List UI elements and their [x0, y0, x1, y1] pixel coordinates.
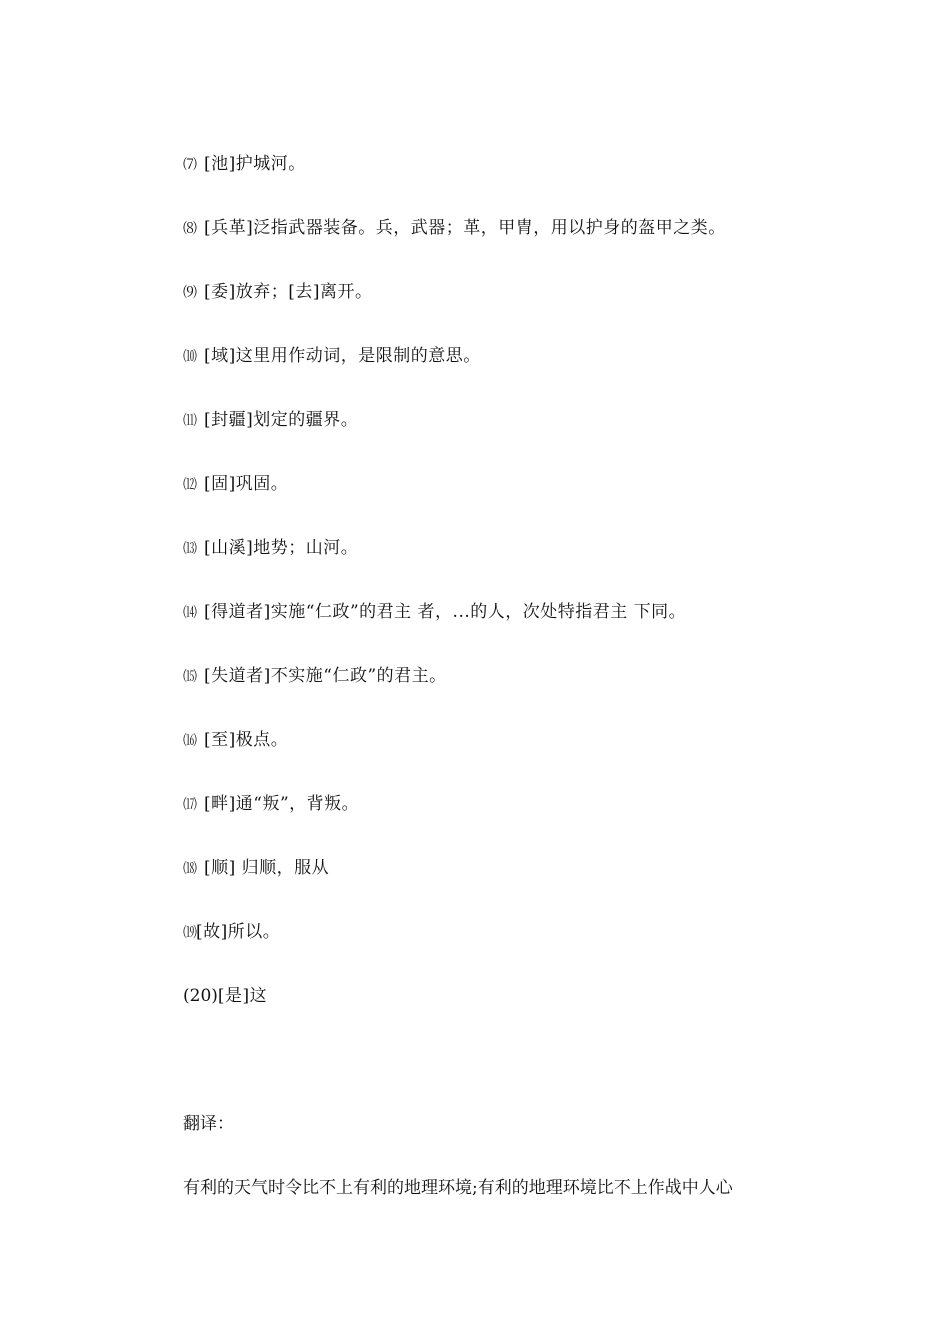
annotation-text: [失道者]不实施“仁政”的君主。	[204, 666, 447, 686]
annotation-text: [至]极点。	[204, 730, 289, 750]
annotation-text: [顺] 归顺，服从	[204, 858, 330, 878]
annotation-14	[183, 601, 686, 624]
annotation-16	[183, 729, 288, 752]
annotation-12	[183, 473, 288, 496]
translation-paragraph: 有利的天气时令比不上有利的地理环境;有利的地理环境比不上作战中人心	[183, 1178, 733, 1198]
annotation-number: ⑾	[183, 413, 196, 429]
annotation-text: [得道者]实施“仁政”的君主 者，...的人，次处特指君主 下同。	[204, 602, 687, 622]
annotation-18	[183, 857, 329, 880]
annotation-19	[183, 921, 280, 944]
annotation-11	[183, 409, 358, 432]
annotation-text: [兵革]泛指武器装备。兵，武器；革，甲胄，用以护身的盔甲之类。	[204, 218, 726, 238]
annotation-text: [固]巩固。	[204, 474, 289, 494]
annotation-number: ⑻	[183, 221, 196, 237]
annotation-number: ⒆	[183, 925, 196, 941]
annotation-number: ⒀	[183, 541, 196, 557]
annotation-10	[183, 345, 481, 368]
annotation-9	[183, 281, 373, 304]
annotation-number: ⒁	[183, 605, 196, 621]
annotation-text: [山溪]地势；山河。	[204, 538, 359, 558]
annotation-text: [委]放弃；[去]离开。	[204, 282, 373, 302]
annotation-number: ⑽	[183, 349, 196, 365]
annotation-number: ⑺	[183, 157, 196, 173]
translation-heading: 翻译：	[183, 1114, 234, 1134]
annotation-text: [封疆]划定的疆界。	[204, 410, 359, 430]
annotation-text: [域]这里用作动词，是限制的意思。	[204, 346, 481, 366]
annotation-17	[183, 793, 359, 816]
annotation-number: ⒂	[183, 669, 196, 685]
annotation-number: ⑼	[183, 285, 196, 301]
annotation-text: [畔]通“叛”，背叛。	[204, 794, 360, 814]
annotation-number: ⑿	[183, 477, 196, 493]
annotation-8	[183, 217, 726, 240]
annotation-number: ⒅	[183, 861, 196, 877]
annotation-20	[183, 985, 267, 1007]
annotation-text: [池]护城河。	[204, 154, 306, 174]
annotation-text: [故]所以。	[196, 922, 281, 942]
annotation-7	[183, 153, 306, 176]
annotation-text: [是]这	[217, 986, 268, 1006]
annotation-13	[183, 537, 358, 560]
annotation-number: ⒃	[183, 733, 196, 749]
annotation-15	[183, 665, 447, 688]
annotation-number: (20)	[183, 986, 218, 1006]
annotation-number: ⒄	[183, 797, 196, 813]
